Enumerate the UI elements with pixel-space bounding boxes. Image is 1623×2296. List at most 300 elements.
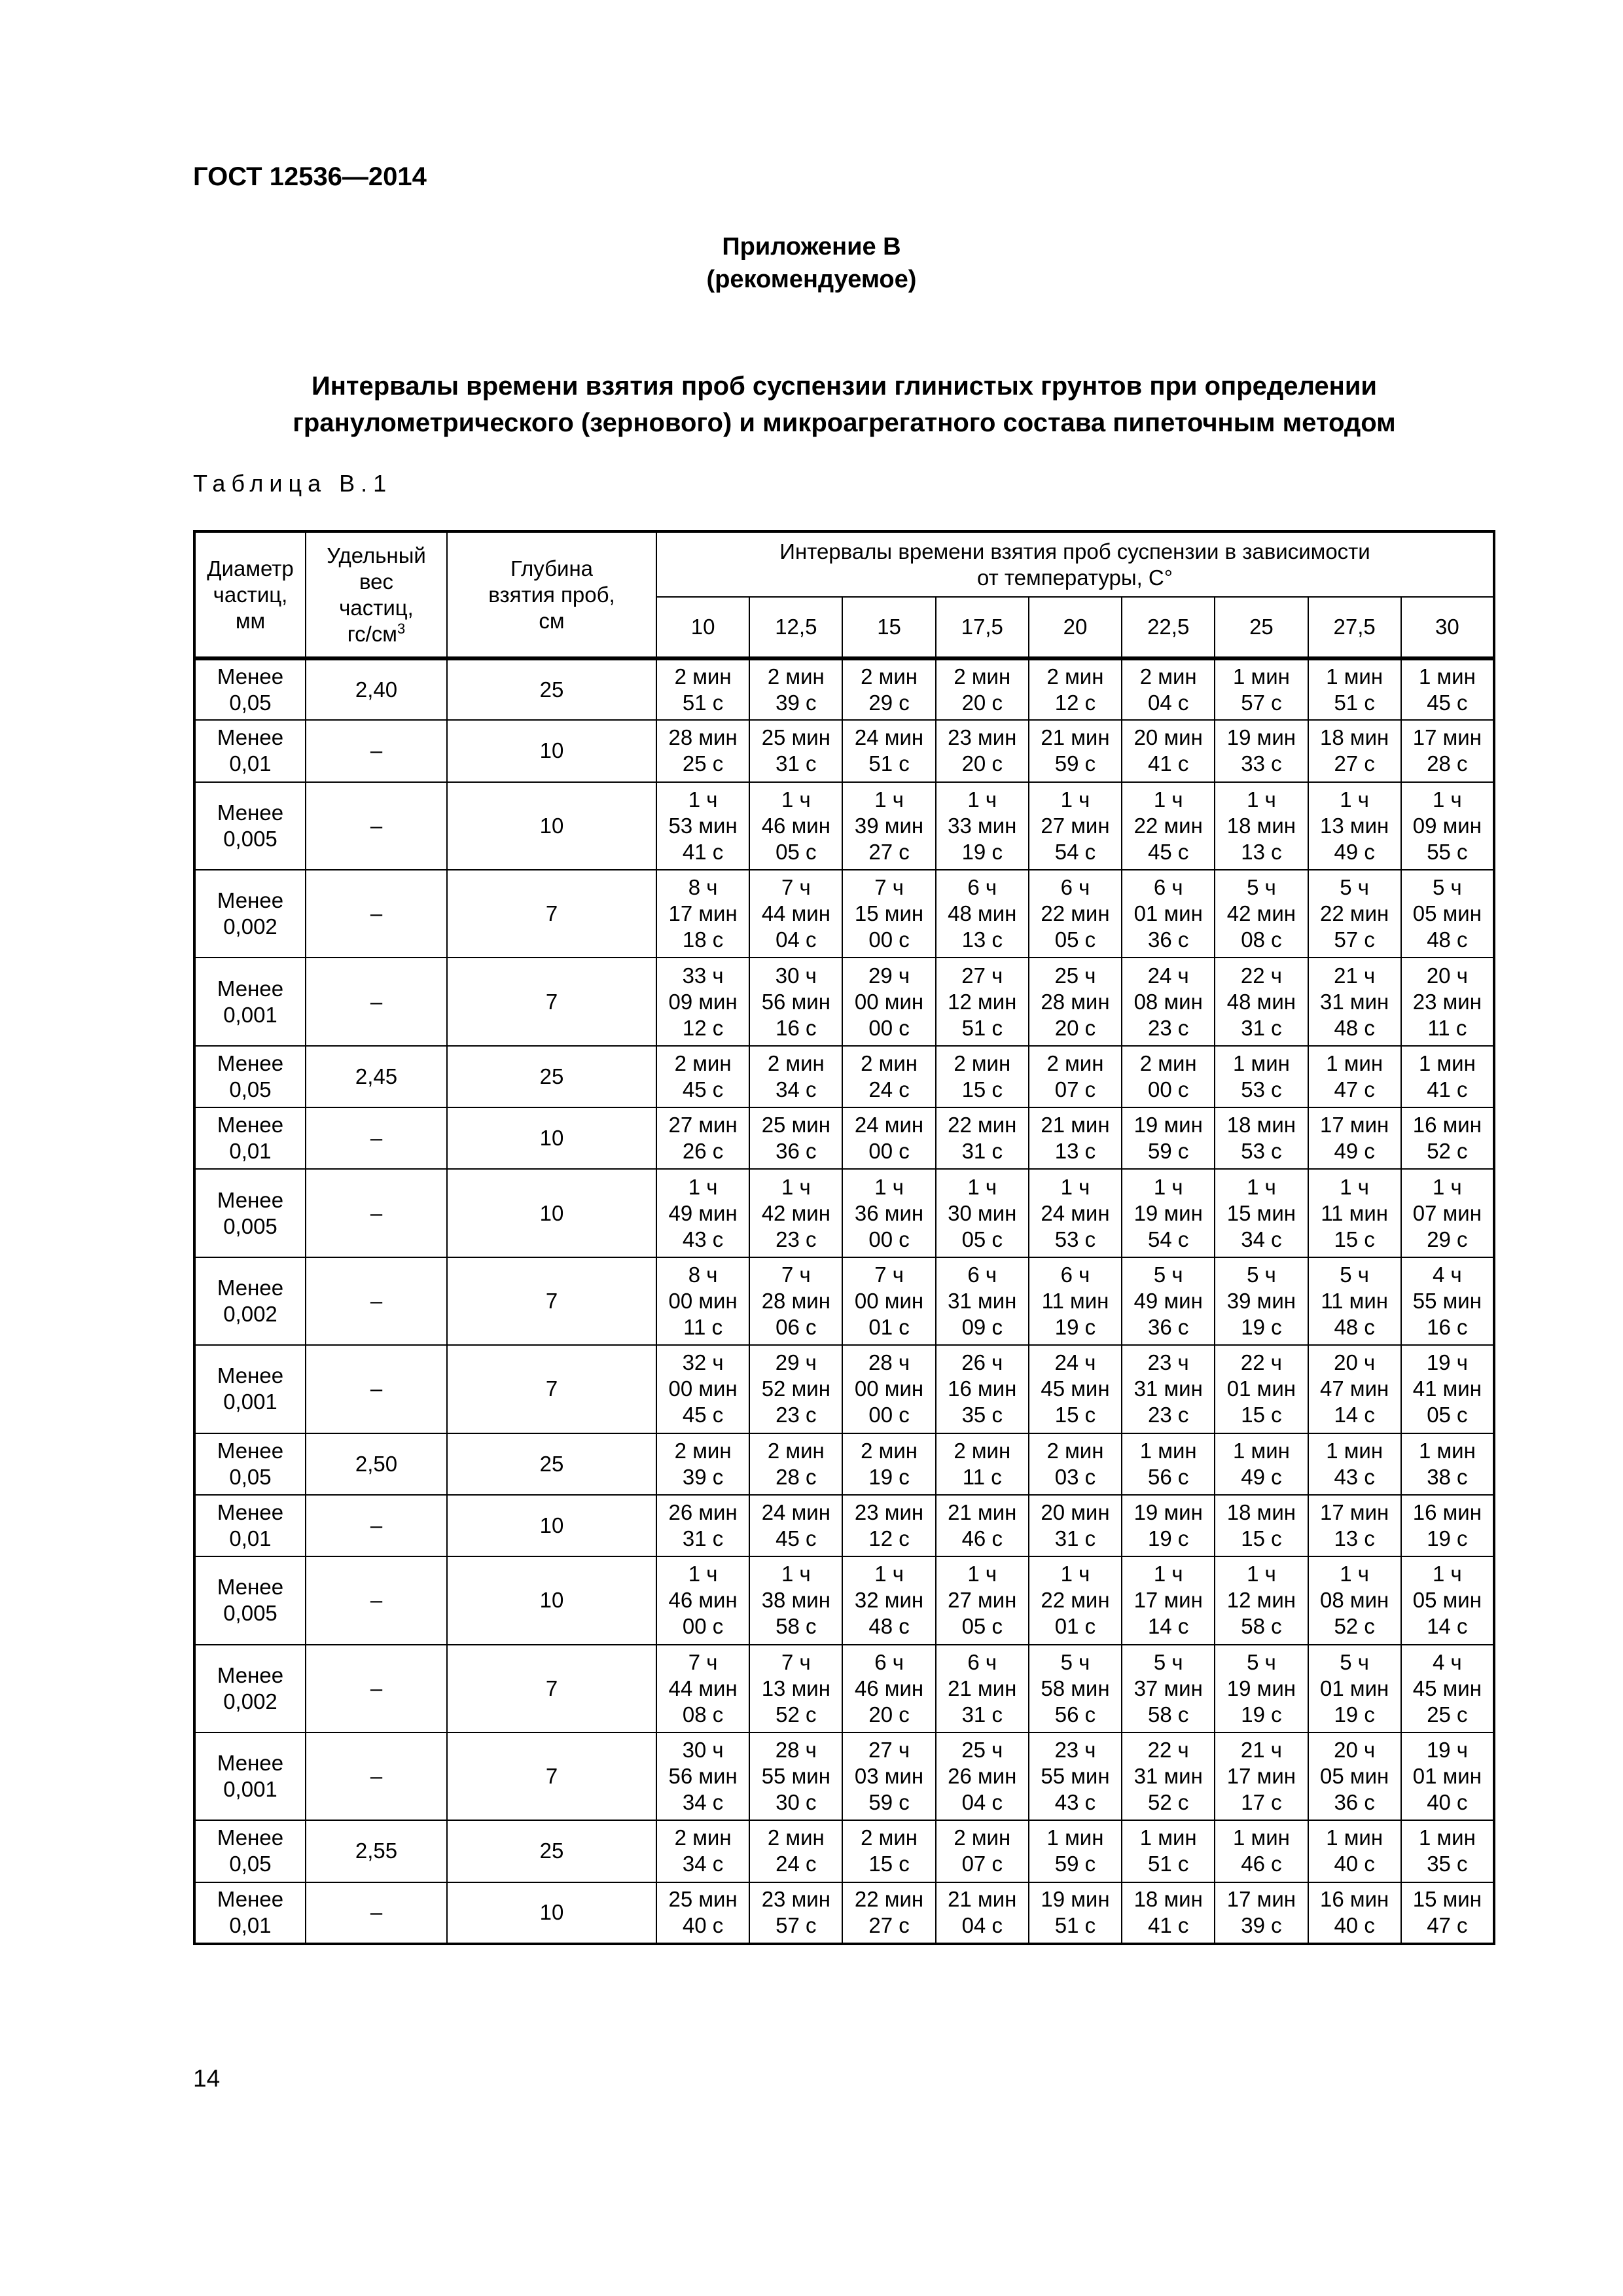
cell-interval-line: 5 ч xyxy=(1340,1262,1369,1287)
cell-diameter-line: 0,01 xyxy=(229,1139,272,1164)
cell-interval-line: 15 с xyxy=(1241,1526,1282,1551)
cell-interval-line: 19 с xyxy=(1334,1702,1375,1727)
cell-specific-weight: – xyxy=(306,1495,447,1556)
cell-interval xyxy=(749,1645,842,1732)
cell-interval xyxy=(1308,658,1401,720)
cell-interval-line: 1 ч xyxy=(967,1562,997,1587)
cell-interval-line: 25 ч xyxy=(961,1738,1003,1763)
cell-interval xyxy=(656,1645,749,1732)
cell-interval-line: 24 с xyxy=(776,1852,817,1876)
header-temperature: 15 xyxy=(842,597,935,658)
cell-specific-weight: 2,45 xyxy=(306,1046,447,1107)
cell-interval xyxy=(936,1820,1029,1882)
cell-interval-line: 57 с xyxy=(1241,691,1282,715)
cell-depth: 7 xyxy=(447,1645,656,1732)
cell-interval-line: 2 мин xyxy=(674,1050,732,1075)
cell-interval-line: 5 ч xyxy=(1153,1262,1183,1287)
cell-diameter-line: Менее xyxy=(217,1575,284,1600)
cell-interval-line: 12 мин xyxy=(1226,1588,1296,1613)
cell-interval-line: 48 с xyxy=(868,1614,910,1639)
cell-interval-line: 17 мин xyxy=(1412,725,1482,750)
cell-interval-line: 7 ч xyxy=(781,1262,811,1287)
cell-interval xyxy=(656,1732,749,1820)
cell-interval-line: 16 мин xyxy=(1412,1499,1482,1524)
cell-interval-line: 36 с xyxy=(776,1139,817,1164)
cell-interval xyxy=(1029,1820,1122,1882)
cell-interval-line: 16 мин xyxy=(948,1376,1017,1401)
cell-interval-line: 1 ч xyxy=(781,1174,811,1199)
cell-interval-line: 39 с xyxy=(1241,1913,1282,1938)
header-temperature: 25 xyxy=(1215,597,1308,658)
cell-interval xyxy=(1122,1645,1215,1732)
cell-interval-line: 00 с xyxy=(682,1614,724,1639)
cell-interval-line: 2 мин xyxy=(861,1438,918,1463)
cell-interval xyxy=(842,658,935,720)
cell-interval-line: 1 мин xyxy=(1232,1438,1290,1463)
cell-interval xyxy=(749,1556,842,1644)
cell-interval-line: 32 мин xyxy=(854,1588,924,1613)
cell-interval-line: 7 ч xyxy=(781,875,811,900)
cell-interval-line: 58 с xyxy=(776,1614,817,1639)
cell-diameter-line: Менее xyxy=(217,1050,284,1075)
cell-interval-line: 06 с xyxy=(776,1314,817,1339)
cell-diameter-line: 0,001 xyxy=(223,1390,277,1414)
cell-interval-line: 15 с xyxy=(868,1852,910,1876)
cell-interval-line: 19 мин xyxy=(1133,1200,1203,1225)
cell-interval-line: 7 ч xyxy=(874,875,904,900)
header-temperature: 22,5 xyxy=(1122,597,1215,658)
cell-interval xyxy=(1401,1495,1494,1556)
cell-interval xyxy=(749,1046,842,1107)
cell-specific-weight: – xyxy=(306,1645,447,1732)
header-depth-line: взятия проб, xyxy=(488,582,615,607)
cell-interval-line: 31 с xyxy=(961,1702,1003,1727)
cell-interval-line: 13 с xyxy=(1334,1526,1375,1551)
cell-interval-line: 20 с xyxy=(1054,1015,1096,1040)
cell-interval-line: 1 мин xyxy=(1326,1825,1383,1850)
cell-specific-weight: – xyxy=(306,870,447,958)
cell-interval xyxy=(1401,1169,1494,1257)
cell-interval-line: 07 мин xyxy=(1412,1200,1482,1225)
cell-interval xyxy=(656,958,749,1045)
table-row xyxy=(194,1046,1494,1107)
cell-interval-line: 01 мин xyxy=(1226,1376,1296,1401)
cell-interval-line: 15 с xyxy=(1054,1403,1096,1427)
cell-depth: 7 xyxy=(447,870,656,958)
cell-interval xyxy=(842,1169,935,1257)
cell-diameter xyxy=(194,1556,306,1644)
cell-interval-line: 46 мин xyxy=(854,1676,924,1700)
cell-interval-line: 36 мин xyxy=(854,1200,924,1225)
cell-interval xyxy=(1308,782,1401,870)
cell-interval-line: 6 ч xyxy=(1060,1262,1090,1287)
cell-interval-line: 47 мин xyxy=(1320,1376,1389,1401)
cell-interval-line: 13 с xyxy=(1054,1139,1096,1164)
cell-diameter-line: 0,002 xyxy=(223,1689,277,1713)
cell-interval-line: 31 с xyxy=(1241,1015,1282,1040)
cell-depth: 25 xyxy=(447,1820,656,1882)
cell-interval xyxy=(1401,1645,1494,1732)
cell-interval xyxy=(1215,1046,1308,1107)
cell-interval-line: 1 ч xyxy=(1153,1174,1183,1199)
cell-interval-line: 19 ч xyxy=(1426,1738,1468,1763)
cell-interval-line: 00 с xyxy=(1148,1077,1189,1102)
cell-interval-line: 59 с xyxy=(1054,1852,1096,1876)
cell-interval-line: 6 ч xyxy=(967,1649,997,1674)
cell-diameter xyxy=(194,1257,306,1345)
cell-interval-line: 51 с xyxy=(682,691,724,715)
cell-interval-line: 2 мин xyxy=(861,664,918,689)
cell-interval-line: 39 мин xyxy=(854,813,924,838)
table-row xyxy=(194,782,1494,870)
cell-interval-line: 01 с xyxy=(868,1314,910,1339)
cell-interval xyxy=(936,658,1029,720)
cell-diameter xyxy=(194,870,306,958)
cell-interval-line: 16 мин xyxy=(1412,1113,1482,1138)
cell-diameter xyxy=(194,782,306,870)
table-row xyxy=(194,658,1494,720)
cell-interval-line: 27 ч xyxy=(961,963,1003,988)
cell-interval-line: 30 ч xyxy=(682,1738,724,1763)
cell-interval-line: 1 ч xyxy=(1060,787,1090,812)
cell-interval-line: 23 с xyxy=(776,1403,817,1427)
cell-diameter-line: 0,01 xyxy=(229,1913,272,1938)
cell-interval-line: 08 с xyxy=(1241,927,1282,952)
cell-interval-line: 37 мин xyxy=(1133,1676,1203,1700)
cell-interval-line: 18 мин xyxy=(1226,813,1296,838)
cell-interval xyxy=(1122,1345,1215,1433)
cell-interval-line: 49 мин xyxy=(668,1200,738,1225)
cell-interval xyxy=(1122,1257,1215,1345)
cell-interval-line: 21 мин xyxy=(948,1887,1017,1912)
table-row xyxy=(194,1107,1494,1169)
cell-interval xyxy=(749,782,842,870)
cell-interval xyxy=(936,1495,1029,1556)
cell-interval-line: 30 ч xyxy=(775,963,817,988)
cell-diameter-line: 0,01 xyxy=(229,751,272,776)
cell-interval-line: 55 мин xyxy=(1041,1764,1110,1789)
cell-interval-line: 25 мин xyxy=(668,1887,738,1912)
cell-diameter-line: 0,05 xyxy=(229,691,272,715)
cell-depth: 10 xyxy=(447,1882,656,1944)
header-diameter-line: мм xyxy=(235,608,266,633)
cell-interval-line: 11 с xyxy=(683,1314,723,1339)
cell-interval-line: 27 с xyxy=(868,839,910,864)
cell-interval-line: 1 мин xyxy=(1326,664,1383,689)
cell-interval-line: 19 ч xyxy=(1426,1350,1468,1375)
sampling-intervals-table xyxy=(193,530,1495,1945)
cell-diameter xyxy=(194,1107,306,1169)
cell-interval-line: 20 ч xyxy=(1334,1738,1376,1763)
cell-interval xyxy=(1122,1820,1215,1882)
cell-diameter-line: 0,05 xyxy=(229,1852,272,1876)
cell-interval-line: 20 ч xyxy=(1334,1350,1376,1375)
cell-interval-line: 13 мин xyxy=(1320,813,1389,838)
cell-interval xyxy=(1215,958,1308,1045)
cell-interval-line: 2 мин xyxy=(1046,1438,1104,1463)
cell-interval xyxy=(1308,1345,1401,1433)
cell-interval-line: 40 с xyxy=(1427,1790,1468,1815)
cell-interval-line: 09 мин xyxy=(1412,813,1482,838)
cell-interval-line: 5 ч xyxy=(1340,875,1369,900)
cell-interval-line: 00 мин xyxy=(668,1288,738,1313)
cell-interval-line: 22 мин xyxy=(1041,901,1110,926)
cell-interval-line: 19 мин xyxy=(1226,1676,1296,1700)
cell-interval-line: 48 мин xyxy=(948,901,1017,926)
cell-interval xyxy=(1308,1732,1401,1820)
cell-interval xyxy=(1401,658,1494,720)
cell-specific-weight: 2,55 xyxy=(306,1820,447,1882)
header-specific-weight xyxy=(306,531,447,658)
cell-interval xyxy=(936,1732,1029,1820)
cell-diameter-line: Менее xyxy=(217,1751,284,1776)
cell-interval-line: 20 мин xyxy=(1041,1499,1110,1524)
cell-interval-line: 04 с xyxy=(961,1913,1003,1938)
cell-interval xyxy=(1122,1882,1215,1944)
cell-specific-weight: 2,50 xyxy=(306,1433,447,1495)
cell-interval-line: 43 с xyxy=(1334,1464,1375,1489)
cell-diameter-line: 0,002 xyxy=(223,1301,277,1326)
cell-specific-weight: – xyxy=(306,958,447,1045)
cell-interval-line: 6 ч xyxy=(874,1649,904,1674)
cell-interval xyxy=(936,1169,1029,1257)
cell-interval-line: 42 мин xyxy=(761,1200,830,1225)
cell-interval xyxy=(936,1645,1029,1732)
cell-interval-line: 19 мин xyxy=(1226,725,1296,750)
cell-interval-line: 6 ч xyxy=(967,1262,997,1287)
cell-interval xyxy=(1029,1433,1122,1495)
cell-interval-line: 55 мин xyxy=(761,1764,830,1789)
cell-interval xyxy=(1122,720,1215,781)
cell-interval-line: 32 ч xyxy=(682,1350,724,1375)
cell-interval xyxy=(842,1495,935,1556)
header-temperature: 12,5 xyxy=(749,597,842,658)
cell-interval xyxy=(936,1882,1029,1944)
header-weight-line: частиц, xyxy=(339,595,414,620)
cell-interval-line: 49 с xyxy=(1334,1139,1375,1164)
cell-interval-line: 54 с xyxy=(1054,839,1096,864)
cell-interval-line: 2 мин xyxy=(1139,664,1197,689)
cell-depth: 10 xyxy=(447,1495,656,1556)
cell-interval-line: 15 с xyxy=(1241,1403,1282,1427)
cell-depth: 10 xyxy=(447,1107,656,1169)
cell-interval-line: 1 ч xyxy=(1153,1562,1183,1587)
cell-interval xyxy=(842,1645,935,1732)
cell-interval-line: 14 с xyxy=(1427,1614,1468,1639)
cell-interval-line: 2 мин xyxy=(954,1825,1011,1850)
cell-specific-weight: – xyxy=(306,1257,447,1345)
cell-interval-line: 35 с xyxy=(1427,1852,1468,1876)
cell-interval xyxy=(1308,1433,1401,1495)
cell-interval-line: 41 мин xyxy=(1412,1376,1482,1401)
cell-interval xyxy=(842,1433,935,1495)
heading-line-2: гранулометрического (зернового) и микроагрегатного состава пипеточным методом xyxy=(293,408,1396,437)
cell-interval-line: 17 мин xyxy=(1226,1887,1296,1912)
heading-line-1: Интервалы времени взятия проб суспензии глинистых грунтов при определении xyxy=(311,372,1377,401)
cell-diameter-line: Менее xyxy=(217,1499,284,1524)
header-depth-line: см xyxy=(539,608,565,633)
cell-interval-line: 27 мин xyxy=(948,1588,1017,1613)
cell-interval-line: 1 мин xyxy=(1418,1825,1476,1850)
cell-interval xyxy=(936,1433,1029,1495)
cell-interval-line: 26 мин xyxy=(948,1764,1017,1789)
cell-diameter-line: 0,01 xyxy=(229,1526,272,1551)
cell-depth: 25 xyxy=(447,1046,656,1107)
cell-interval-line: 1 ч xyxy=(688,1174,718,1199)
cell-interval xyxy=(1401,1345,1494,1433)
cell-interval-line: 2 мин xyxy=(767,1050,825,1075)
cell-interval-line: 44 мин xyxy=(668,1676,738,1700)
cell-interval xyxy=(749,720,842,781)
cell-interval xyxy=(749,1107,842,1169)
cell-interval-line: 18 мин xyxy=(1320,725,1389,750)
cell-interval-line: 1 мин xyxy=(1326,1438,1383,1463)
cell-interval xyxy=(1029,1495,1122,1556)
cell-interval-line: 52 с xyxy=(1427,1139,1468,1164)
cell-interval-line: 1 ч xyxy=(874,1174,904,1199)
cell-interval xyxy=(936,1257,1029,1345)
cell-interval xyxy=(1215,1169,1308,1257)
cell-interval-line: 23 мин xyxy=(854,1499,924,1524)
cell-interval-line: 17 мин xyxy=(1320,1113,1389,1138)
cell-interval-line: 2 мин xyxy=(861,1825,918,1850)
header-intervals-line: Интервалы времени взятия проб суспензии в зависимости xyxy=(779,539,1370,564)
cell-interval xyxy=(936,1556,1029,1644)
cell-interval-line: 09 с xyxy=(961,1314,1003,1339)
cell-interval xyxy=(1308,720,1401,781)
cell-interval xyxy=(749,1732,842,1820)
cell-interval-line: 45 с xyxy=(682,1077,724,1102)
header-depth-line: Глубина xyxy=(510,556,594,581)
cell-interval-line: 33 мин xyxy=(948,813,1017,838)
cell-interval-line: 41 с xyxy=(1148,751,1189,776)
cell-interval xyxy=(1401,1732,1494,1820)
cell-interval-line: 21 ч xyxy=(1240,1738,1282,1763)
cell-interval-line: 44 мин xyxy=(761,901,830,926)
cell-interval-line: 59 с xyxy=(868,1790,910,1815)
appendix-title: Приложение В xyxy=(722,233,901,260)
cell-interval-line: 21 мин xyxy=(948,1676,1017,1700)
cell-interval xyxy=(1122,1556,1215,1644)
cell-interval-line: 39 мин xyxy=(1226,1288,1296,1313)
cell-depth: 7 xyxy=(447,1732,656,1820)
cell-interval xyxy=(1401,1107,1494,1169)
cell-interval-line: 11 с xyxy=(1427,1015,1467,1040)
cell-interval xyxy=(842,1820,935,1882)
cell-interval-line: 58 мин xyxy=(1041,1676,1110,1700)
cell-specific-weight: – xyxy=(306,782,447,870)
cell-interval xyxy=(749,870,842,958)
cell-interval xyxy=(842,782,935,870)
cell-interval-line: 23 мин xyxy=(948,725,1017,750)
cell-interval-line: 11 с xyxy=(962,1464,1002,1489)
cell-interval xyxy=(656,658,749,720)
cell-interval-line: 15 мин xyxy=(854,901,924,926)
cell-interval xyxy=(1029,1107,1122,1169)
cell-interval-line: 33 ч xyxy=(682,963,724,988)
header-depth xyxy=(447,531,656,658)
appendix-block xyxy=(0,230,1623,296)
cell-interval-line: 5 ч xyxy=(1247,875,1276,900)
cell-interval xyxy=(656,1169,749,1257)
cell-interval-line: 18 с xyxy=(682,927,724,952)
cell-interval-line: 12 с xyxy=(868,1526,910,1551)
cell-interval-line: 1 ч xyxy=(1247,787,1276,812)
cell-interval-line: 18 мин xyxy=(1226,1499,1296,1524)
cell-interval-line: 27 мин xyxy=(1041,813,1110,838)
cell-diameter-line: Менее xyxy=(217,725,284,750)
cell-interval-line: 31 с xyxy=(1054,1526,1096,1551)
cell-interval xyxy=(749,958,842,1045)
cell-interval-line: 24 мин xyxy=(854,1113,924,1138)
cell-interval-line: 26 с xyxy=(682,1139,724,1164)
cell-interval-line: 2 мин xyxy=(674,1825,732,1850)
cell-interval-line: 19 с xyxy=(1427,1526,1468,1551)
cell-interval-line: 25 с xyxy=(1427,1702,1468,1727)
table-row xyxy=(194,958,1494,1045)
cell-interval xyxy=(656,720,749,781)
cell-interval xyxy=(1029,1169,1122,1257)
cell-interval xyxy=(1122,1169,1215,1257)
cell-interval-line: 20 ч xyxy=(1426,963,1468,988)
cell-interval-line: 56 с xyxy=(1148,1464,1189,1489)
cell-depth: 7 xyxy=(447,958,656,1045)
cell-interval-line: 45 мин xyxy=(1041,1376,1110,1401)
cell-interval-line: 2 мин xyxy=(767,664,825,689)
cell-interval xyxy=(1215,720,1308,781)
cell-interval-line: 21 мин xyxy=(1041,725,1110,750)
cell-interval xyxy=(936,958,1029,1045)
cell-interval-line: 47 с xyxy=(1334,1077,1375,1102)
cell-interval xyxy=(1401,1556,1494,1644)
cell-interval xyxy=(1122,1107,1215,1169)
cell-interval-line: 18 мин xyxy=(1133,1887,1203,1912)
header-temperature: 10 xyxy=(656,597,749,658)
cell-interval-line: 49 с xyxy=(1334,839,1375,864)
cell-interval-line: 23 мин xyxy=(761,1887,830,1912)
cell-interval xyxy=(1401,720,1494,781)
table-row xyxy=(194,1433,1494,1495)
cell-interval-line: 58 с xyxy=(1148,1702,1189,1727)
cell-interval xyxy=(656,1820,749,1882)
cell-interval-line: 11 мин xyxy=(1041,1288,1109,1313)
cell-interval-line: 05 с xyxy=(1054,927,1096,952)
cell-interval-line: 23 с xyxy=(1148,1403,1189,1427)
cell-interval-line: 41 с xyxy=(682,839,724,864)
cell-interval-line: 4 ч xyxy=(1433,1649,1462,1674)
cell-interval-line: 03 с xyxy=(1054,1464,1096,1489)
cell-interval xyxy=(1215,1495,1308,1556)
cell-diameter-line: 0,005 xyxy=(223,1213,277,1238)
cell-specific-weight: 2,40 xyxy=(306,658,447,720)
cell-interval xyxy=(1308,1257,1401,1345)
cell-interval-line: 12 с xyxy=(682,1015,724,1040)
cell-interval-line: 59 с xyxy=(1054,751,1096,776)
cell-interval-line: 07 с xyxy=(1054,1077,1096,1102)
cell-interval-line: 21 мин xyxy=(948,1499,1017,1524)
cell-interval-line: 53 с xyxy=(1241,1077,1282,1102)
table-row xyxy=(194,1257,1494,1345)
cell-interval-line: 28 мин xyxy=(668,725,738,750)
cell-interval-line: 56 с xyxy=(1054,1702,1096,1727)
cell-interval-line: 28 ч xyxy=(868,1350,910,1375)
cell-diameter-line: Менее xyxy=(217,1662,284,1687)
cell-interval xyxy=(1029,870,1122,958)
table-row xyxy=(194,1820,1494,1882)
cell-interval-line: 40 с xyxy=(682,1913,724,1938)
cell-interval-line: 1 ч xyxy=(967,787,997,812)
cell-interval-line: 16 с xyxy=(1427,1314,1468,1339)
